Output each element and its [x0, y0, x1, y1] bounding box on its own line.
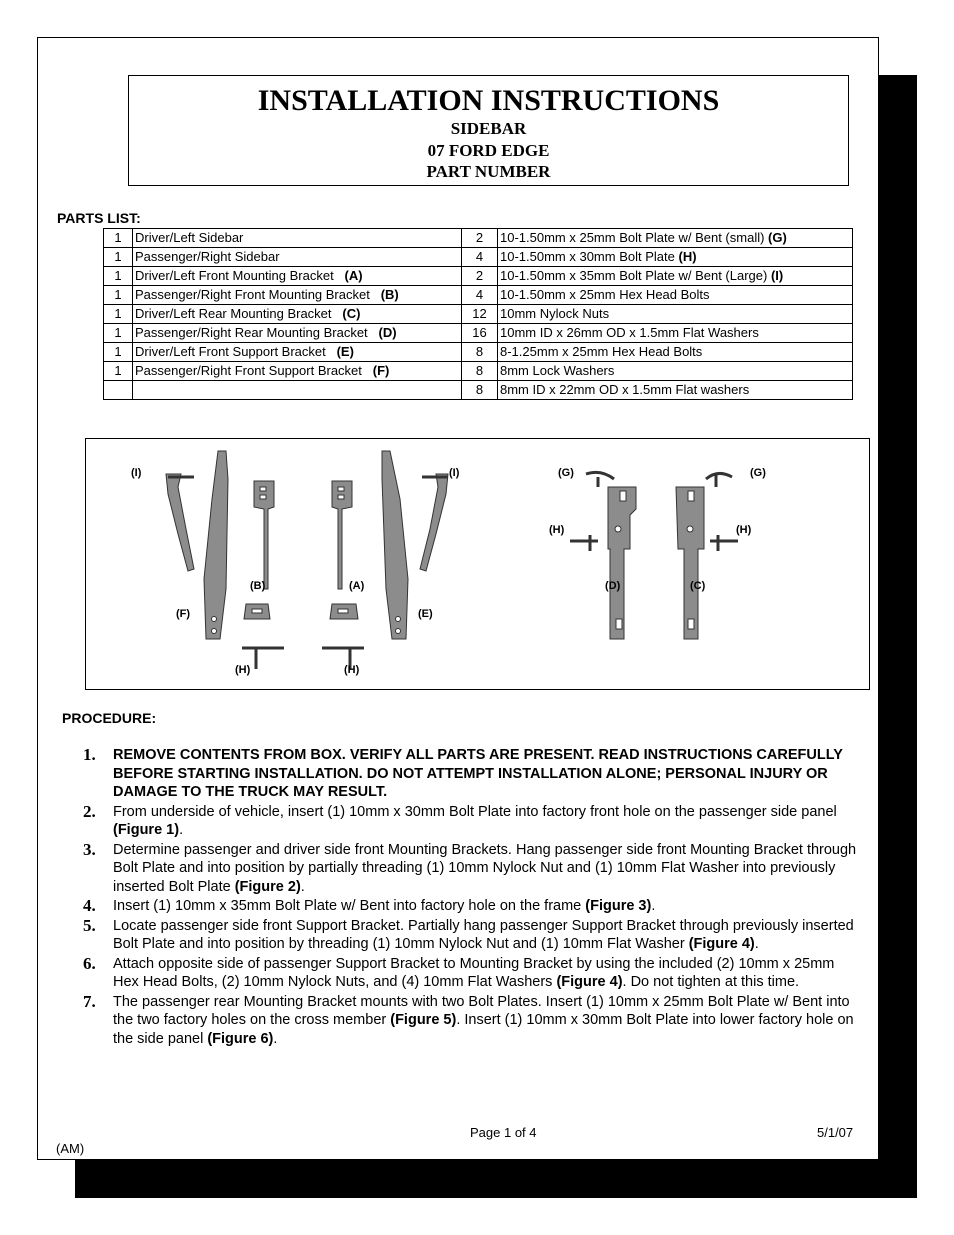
procedure-steps	[83, 746, 863, 1049]
label-b: (B)	[250, 580, 266, 592]
part-code: (D)	[378, 325, 397, 340]
procedure-step-3	[83, 841, 863, 897]
step-number: 3.	[83, 839, 96, 859]
quantity-cell: 1	[104, 286, 133, 305]
part-name-cell	[498, 267, 853, 286]
parts-row	[104, 305, 853, 324]
vehicle-model: 07 FORD EDGE	[427, 140, 550, 160]
label-g-right: (G)	[750, 467, 766, 479]
parts-row	[104, 324, 853, 343]
procedure-step-2	[83, 803, 863, 840]
step-text: Insert (1) 10mm x 35mm Bolt Plate w/ Bent into factory hole on the frame	[113, 898, 586, 914]
step-number: 2.	[83, 801, 96, 821]
part-name: Passenger/Right Front Support Bracket	[135, 363, 362, 378]
figure-reference: (Figure 1)	[113, 822, 180, 838]
step-text: REMOVE CONTENTS FROM BOX. VERIFY ALL PARTS ARE PRESENT. READ INSTRUCTIONS CAREFULLY BEFORE STARTING INSTALLATION. DO NOT ATTEMPT INSTALLATION ALONE; PERSONAL INJURY OR DAMAGE TO THE TRUCK MAY RESULT.	[113, 747, 843, 800]
label-g-left: (G)	[558, 467, 574, 479]
part-name: 10mm ID x 26mm OD x 1.5mm Flat Washers	[500, 325, 759, 340]
quantity-cell	[104, 381, 133, 400]
part-code: (C)	[342, 306, 361, 321]
part-name-cell	[498, 381, 853, 400]
part-name: 8-1.25mm x 25mm Hex Head Bolts	[500, 344, 703, 359]
step-text-end: .	[651, 898, 656, 914]
quantity-cell: 1	[104, 267, 133, 286]
label-d: (D)	[605, 580, 621, 592]
bracket-f-shape	[204, 451, 228, 639]
quantity-cell: 1	[104, 248, 133, 267]
product-name: SIDEBAR	[450, 119, 527, 138]
parts-row	[104, 286, 853, 305]
quantity-cell: 8	[462, 362, 498, 381]
part-code: (G)	[768, 230, 787, 245]
bracket-i-right-shape	[420, 474, 448, 571]
document-title: INSTALLATION INSTRUCTIONS	[257, 84, 720, 117]
part-name: 10-1.50mm x 35mm Bolt Plate w/ Bent (Large)	[500, 268, 768, 283]
label-h-bottom-right: (H)	[344, 664, 360, 676]
figure-reference: (Figure 4)	[556, 974, 623, 990]
bracket-e-shape	[382, 451, 408, 639]
step-text-end: .	[273, 1030, 278, 1047]
label-h-mid-left: (H)	[549, 524, 565, 536]
part-name-cell	[498, 229, 853, 248]
bracket-d-shape	[608, 487, 636, 639]
label-h-bottom-left: (H)	[235, 664, 251, 676]
part-name-cell	[498, 248, 853, 267]
quantity-cell: 16	[462, 324, 498, 343]
part-name-cell	[133, 286, 462, 305]
step-number: 4.	[83, 896, 96, 915]
parts-row	[104, 229, 853, 248]
procedure-step-1	[83, 746, 863, 802]
label-f: (F)	[176, 608, 191, 620]
part-name-cell	[133, 324, 462, 343]
part-name-cell	[133, 305, 462, 324]
parts-row	[104, 248, 853, 267]
figure-reference: (Figure 5)	[390, 1012, 457, 1028]
step-number: 1.	[83, 745, 96, 764]
step-text-end: .	[179, 822, 184, 838]
part-code: (F)	[372, 363, 390, 378]
part-code: (I)	[770, 268, 784, 283]
step-text: From underside of vehicle, insert (1) 10mm x 30mm Bolt Plate into factory front hole on the passenger side panel	[113, 803, 837, 820]
step-text: The passenger rear Mounting Bracket mounts with two Bolt Plates. Insert (1) 10mm x 25mm Bolt Plate w/ Bent into the two factory holes on the cross member	[113, 993, 850, 1028]
label-i-left: (I)	[131, 467, 142, 479]
part-name-cell	[133, 229, 462, 248]
part-name-cell	[498, 305, 853, 324]
figure-reference: (Figure 4)	[688, 936, 755, 952]
part-name: Driver/Left Front Mounting Bracket	[135, 268, 334, 283]
quantity-cell: 2	[462, 267, 498, 286]
quantity-cell: 4	[462, 286, 498, 305]
parts-row	[104, 362, 853, 381]
label-a: (A)	[349, 580, 365, 592]
part-name: Driver/Left Sidebar	[135, 230, 244, 245]
parts-table	[103, 228, 853, 400]
quantity-cell: 1	[104, 324, 133, 343]
author-initials: (AM)	[56, 1141, 85, 1156]
parts-row	[104, 267, 853, 286]
part-number-label: PART NUMBER	[426, 162, 551, 181]
parts-row	[104, 381, 853, 400]
title-block	[128, 75, 849, 186]
part-code: (B)	[380, 287, 399, 302]
step-text: Locate passenger side front Support Bracket. Partially hang passenger Support Bracket through previously inserted Bolt Plate and into position by threading (1) 10mm Nylock Nut and (1) 10mm Flat Washer	[113, 917, 854, 952]
step-number: 5.	[83, 915, 96, 935]
part-name: 8mm Lock Washers	[500, 363, 615, 378]
part-name: Passenger/Right Sidebar	[135, 249, 280, 264]
page-number: Page 1 of 4	[470, 1125, 537, 1140]
step-text-mid: . Insert (1) 10mm x 30mm Bolt Plate into lower factory hole on the side panel	[113, 1012, 854, 1047]
quantity-cell: 1	[104, 343, 133, 362]
part-code: (A)	[344, 268, 363, 283]
part-name-cell	[498, 362, 853, 381]
part-name: Driver/Left Front Support Bracket	[135, 344, 326, 359]
procedure-step-7	[83, 993, 863, 1049]
procedure-step-5	[83, 917, 863, 954]
label-c: (C)	[690, 580, 706, 592]
quantity-cell: 8	[462, 343, 498, 362]
part-name-cell	[133, 343, 462, 362]
bracket-i-left-shape	[166, 474, 194, 571]
step-text-end: . Do not tighten at this time.	[622, 974, 800, 990]
step-text-end: .	[754, 936, 759, 952]
label-e: (E)	[418, 608, 433, 620]
part-name: 10mm Nylock Nuts	[500, 306, 610, 321]
part-name: 10-1.50mm x 25mm Bolt Plate w/ Bent (small)	[500, 230, 765, 245]
part-name-cell	[498, 324, 853, 343]
part-name-cell	[133, 267, 462, 286]
part-name-cell	[498, 286, 853, 305]
part-name: Passenger/Right Front Mounting Bracket	[135, 287, 370, 302]
figure-reference: (Figure 6)	[207, 1030, 274, 1047]
part-name: Passenger/Right Rear Mounting Bracket	[135, 325, 368, 340]
quantity-cell: 2	[462, 229, 498, 248]
part-name: 10-1.50mm x 30mm Bolt Plate	[500, 249, 675, 264]
parts-row	[104, 343, 853, 362]
part-name-cell	[133, 381, 462, 400]
step-text-end: .	[300, 878, 305, 895]
part-code: (H)	[678, 249, 697, 264]
part-name: Driver/Left Rear Mounting Bracket	[135, 306, 332, 321]
part-code: (E)	[336, 344, 354, 359]
quantity-cell: 8	[462, 381, 498, 400]
procedure-step-6	[83, 955, 863, 992]
document-page	[37, 37, 879, 1160]
step-number: 7.	[83, 991, 96, 1011]
part-name-cell	[498, 343, 853, 362]
figure-reference: (Figure 2)	[234, 878, 301, 895]
step-text: Attach opposite side of passenger Support Bracket to Mounting Bracket by using the included (2) 10mm x 25mm Hex Head Bolts, (2) 10mm Nylock Nuts, and (4) 10mm Flat Washers	[113, 955, 835, 990]
quantity-cell: 1	[104, 362, 133, 381]
figure-reference: (Figure 3)	[585, 898, 652, 914]
quantity-cell: 12	[462, 305, 498, 324]
part-name: 10-1.50mm x 25mm Hex Head Bolts	[500, 287, 710, 302]
part-name-cell	[133, 362, 462, 381]
part-name-cell	[133, 248, 462, 267]
label-h-mid-right: (H)	[736, 524, 752, 536]
procedure-step-4	[83, 897, 863, 916]
procedure-heading: PROCEDURE:	[62, 710, 157, 726]
parts-figure	[85, 438, 870, 690]
document-date: 5/1/07	[817, 1125, 854, 1140]
step-number: 6.	[83, 953, 96, 973]
quantity-cell: 1	[104, 305, 133, 324]
part-name: 8mm ID x 22mm OD x 1.5mm Flat washers	[500, 382, 750, 397]
quantity-cell: 1	[104, 229, 133, 248]
parts-list-heading: PARTS LIST:	[57, 210, 141, 226]
quantity-cell: 4	[462, 248, 498, 267]
label-i-right: (I)	[449, 467, 460, 479]
bracket-c-shape	[676, 487, 704, 639]
step-text: Determine passenger and driver side front Mounting Brackets. Hang passenger side front Mounting Bracket through Bolt Plate and into position by partially threading (1) 10mm Nylock Nut and (1) 10mm Flat Washer into previously inserted Bolt Plate	[113, 841, 857, 895]
